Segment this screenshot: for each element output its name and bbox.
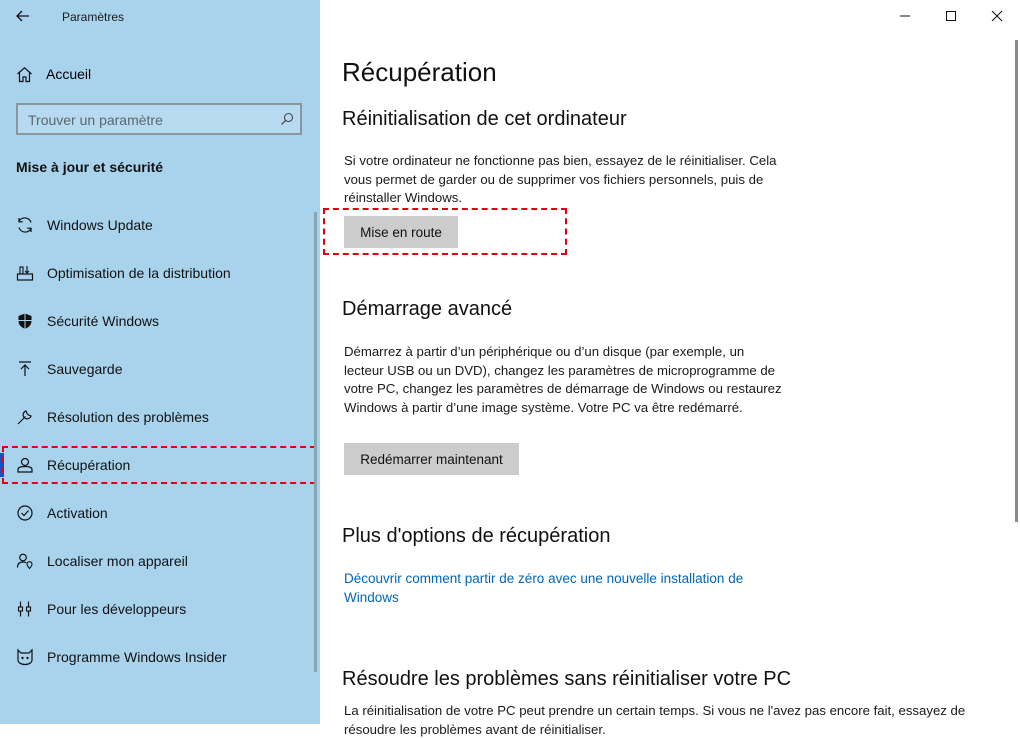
sidebar-item-label: Pour les développeurs (47, 601, 187, 617)
reset-heading: Réinitialisation de cet ordinateur (342, 108, 627, 130)
sidebar-nav (0, 201, 320, 681)
sidebar-item-label: Récupération (47, 457, 131, 473)
back-button[interactable] (10, 4, 36, 28)
sidebar-item-label: Windows Update (47, 217, 153, 233)
minimize-button[interactable] (882, 0, 928, 32)
person-location-icon (16, 552, 34, 570)
main-scrollbar[interactable] (1015, 40, 1018, 522)
delivery-optimization-icon (16, 264, 34, 282)
sidebar-item-home[interactable] (16, 62, 91, 86)
restart-now-button[interactable]: Redémarrer maintenant (344, 443, 519, 475)
get-started-button[interactable]: Mise en route (344, 216, 458, 248)
sidebar (0, 0, 320, 724)
back-arrow-icon (16, 10, 30, 22)
sidebar-item-windows-security[interactable] (0, 297, 320, 345)
troubleshoot-description: La réinitialisation de votre PC peut prendre un certain temps. Si vous ne l'avez pas encore fait, essayez de résoudre les problèmes avant de réinitialiser. (344, 703, 966, 737)
more-options-heading: Plus d'options de récupération (342, 525, 611, 547)
close-button[interactable] (974, 0, 1020, 32)
reset-description: Si votre ordinateur ne fonctionne pas bien, essayez de le réinitialiser. Cela vous permet de garder ou de supprimer vos fichiers personnels, puis de réinstaller Windows. (344, 153, 777, 205)
maximize-icon (946, 11, 956, 21)
sidebar-item-backup[interactable] (0, 345, 320, 393)
search-input[interactable] (16, 103, 302, 135)
sidebar-item-label: Sécurité Windows (47, 313, 160, 329)
sidebar-item-find-my-device[interactable] (0, 537, 320, 585)
sidebar-item-developers[interactable] (0, 585, 320, 633)
close-icon (992, 11, 1002, 21)
sidebar-item-label: Sauvegarde (47, 361, 123, 377)
page-title: Récupération (342, 57, 497, 87)
main-content (320, 0, 1020, 737)
window-title: Paramètres (62, 10, 125, 24)
search-placeholder: Trouver un paramètre (28, 112, 163, 128)
home-label: Accueil (46, 66, 92, 82)
sidebar-item-delivery-optimization[interactable] (0, 249, 320, 297)
advanced-startup-description: Démarrez à partir d’un périphérique ou d’un disque (par exemple, un lecteur USB ou un DVD), changez les paramètres de microprogramme de votre PC, changez les paramètres de démarrage de Windows ou restaurez Windows à partir d’une image système. Votre PC va être redémarré. (344, 344, 782, 415)
home-icon (16, 66, 33, 83)
sidebar-item-activation[interactable] (0, 489, 320, 537)
sidebar-item-label: Activation (47, 505, 108, 521)
sidebar-item-label: Optimisation de la distribution (47, 265, 231, 281)
troubleshoot-heading: Résoudre les problèmes sans réinitialiser votre PC (342, 668, 792, 690)
search-icon[interactable] (280, 112, 294, 126)
advanced-startup-heading: Démarrage avancé (342, 298, 513, 320)
sidebar-item-label: Résolution des problèmes (47, 409, 209, 425)
sidebar-item-windows-update[interactable] (0, 201, 320, 249)
sidebar-scrollbar[interactable] (314, 212, 317, 672)
backup-upload-icon (16, 360, 34, 378)
wrench-icon (16, 408, 34, 426)
window-controls (882, 0, 1020, 32)
sidebar-item-windows-insider[interactable] (0, 633, 320, 681)
sidebar-item-label: Localiser mon appareil (47, 553, 188, 569)
minimize-icon (900, 11, 910, 21)
highlight-get-started (323, 208, 567, 255)
highlight-recovery (2, 446, 316, 484)
insider-cat-icon (16, 648, 34, 666)
clean-install-link[interactable]: Découvrir comment partir de zéro avec une nouvelle installation de Windows (344, 571, 744, 605)
shield-icon (16, 312, 34, 330)
developer-tools-icon (16, 600, 34, 618)
sidebar-item-troubleshoot[interactable] (0, 393, 320, 441)
maximize-button[interactable] (928, 0, 974, 32)
title-bar (0, 0, 320, 32)
check-circle-icon (16, 504, 34, 522)
section-title: Mise à jour et sécurité (16, 159, 164, 175)
sync-icon (16, 216, 34, 234)
sidebar-item-label: Programme Windows Insider (47, 649, 227, 665)
